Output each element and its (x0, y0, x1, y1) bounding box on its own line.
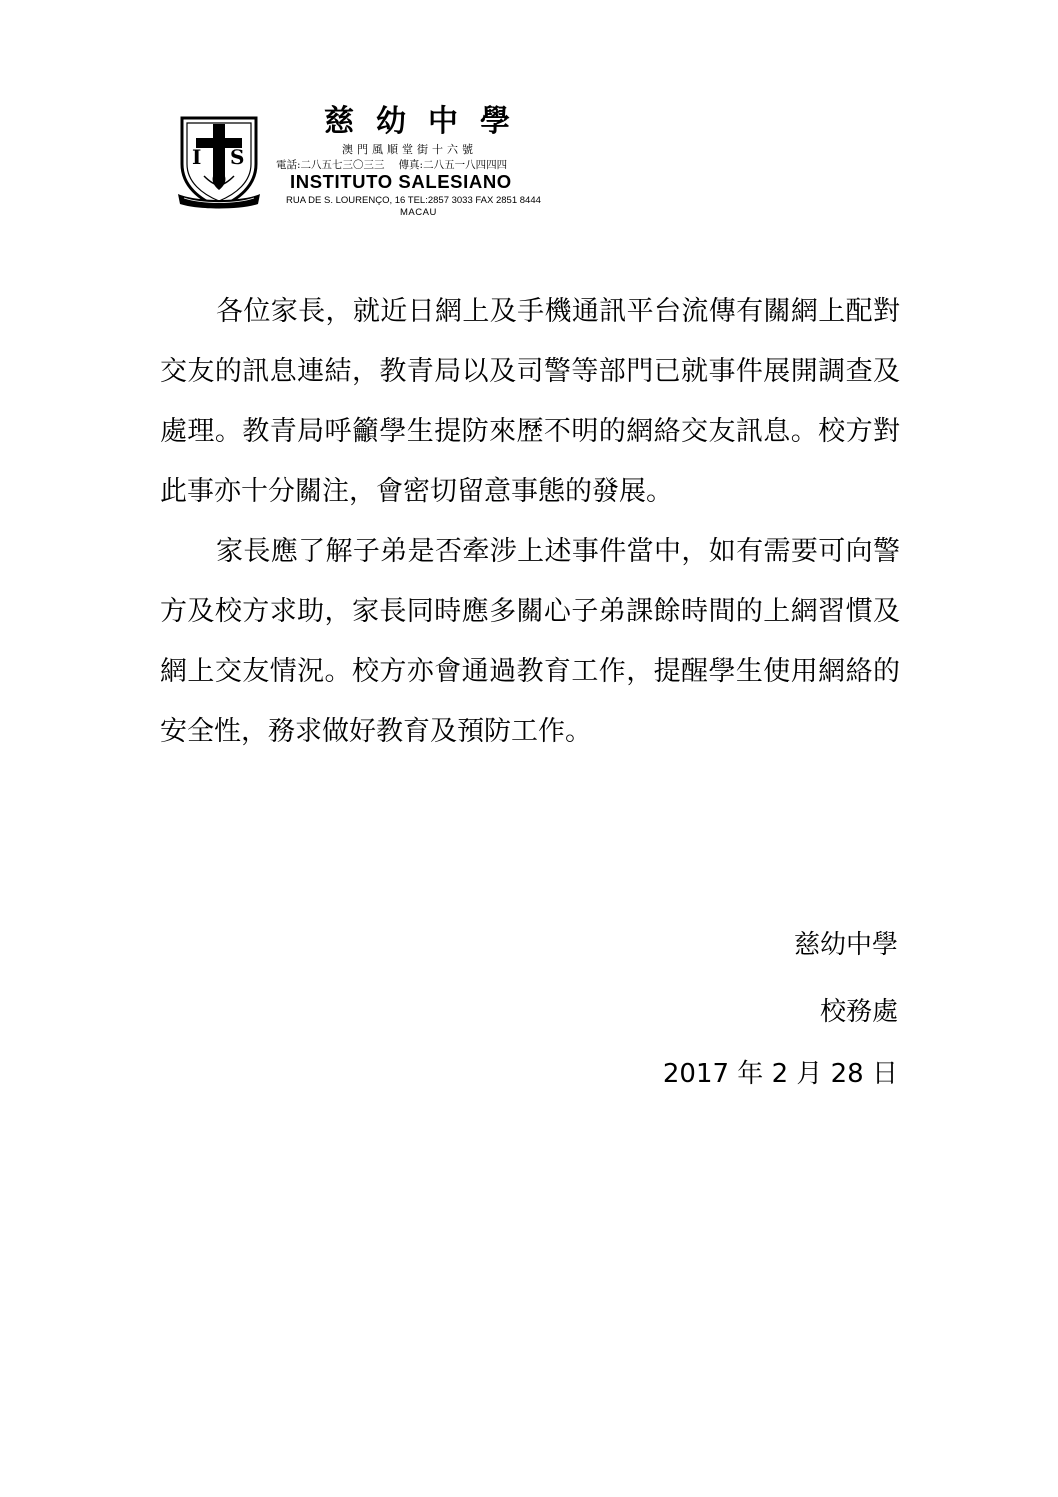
letter-body (160, 282, 900, 762)
school-contact-chinese (276, 158, 507, 172)
school-phone-chinese: 電話:二八五七三〇三三 (276, 159, 385, 171)
signoff-school-name: 慈幼中學 (793, 930, 898, 960)
school-fax-chinese: 傳真:二八五一八四四四 (398, 159, 508, 171)
letterhead (176, 104, 596, 224)
svg-text:I: I (192, 145, 202, 169)
school-name-portuguese: INSTITUTO SALESIANO (290, 171, 512, 192)
signoff-date: 2017 年 2 月 28 日 (662, 1059, 898, 1089)
school-address-chinese: 澳門風順堂街十六號 (342, 143, 477, 156)
school-crest-icon (176, 112, 262, 210)
body-paragraph: 各位家長，就近日網上及手機通訊平台流傳有關網上配對交友的訊息連結，教青局以及司警等部門已就事件展開調查及處理。教青局呼籲學生提防來歷不明的網絡交友訊息。校方對此事亦十分關注，會密切留意事態的發展。 (160, 296, 900, 507)
svg-text:S: S (230, 145, 245, 169)
signoff-department: 校務處 (819, 997, 898, 1027)
body-paragraph: 家長應了解子弟是否牽涉上述事件當中，如有需要可向警方及校方求助，家長同時應多關心子弟課餘時間的上網習慣及網上交友情況。校方亦會通過教育工作，提醒學生使用網絡的安全性，務求做好教育及預防工作。 (160, 536, 900, 747)
school-city: MACAU (400, 207, 437, 218)
school-name-chinese: 慈幼中學 (324, 104, 532, 139)
school-address-portuguese: RUA DE S. LOURENÇO, 16 TEL:2857 3033 FAX 2851 8444 (286, 195, 541, 206)
